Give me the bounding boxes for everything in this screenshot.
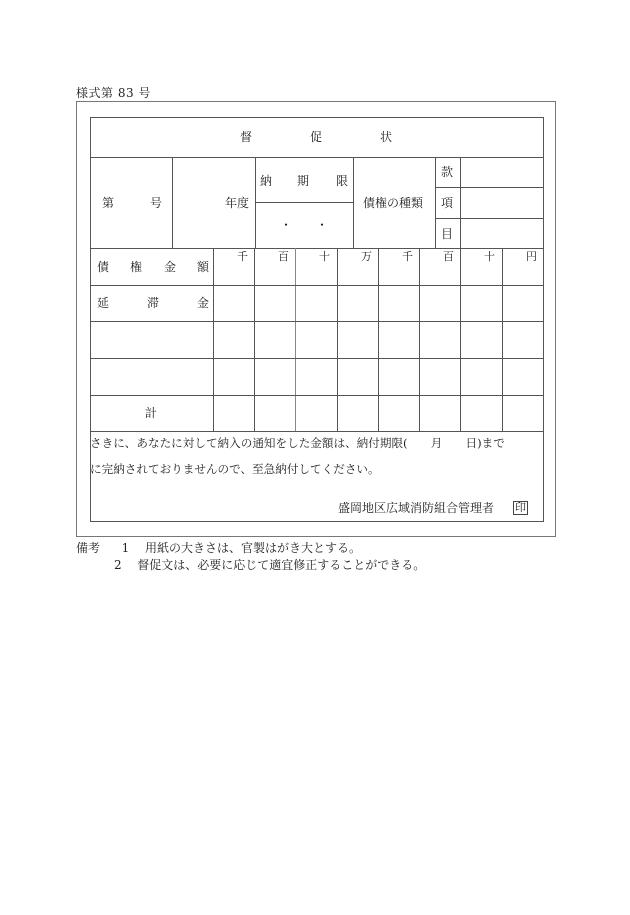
digit-header: 万 xyxy=(361,250,372,263)
notes-label: 備考 xyxy=(76,541,101,555)
digit-header: 十 xyxy=(319,250,330,263)
total-label: 計 xyxy=(145,406,158,420)
title-char: 促 xyxy=(310,130,323,144)
note-row xyxy=(76,557,425,574)
digit-header: 百 xyxy=(278,250,289,263)
claim-amount-label: 債 xyxy=(97,260,110,274)
title-char: 督 xyxy=(240,130,253,144)
notes xyxy=(76,540,425,574)
due-label: 限 xyxy=(336,174,349,188)
note-number: 1 xyxy=(121,541,130,555)
message-line-2: に完納されておりませんので、至急納付してください。 xyxy=(90,462,380,476)
due-label: 期 xyxy=(297,174,310,188)
title-char: 状 xyxy=(380,130,393,144)
number-label: 号 xyxy=(150,196,163,210)
budget-label-kan: 款 xyxy=(441,165,454,179)
seal-mark: 印 xyxy=(515,501,526,514)
claim-amount-label: 金 xyxy=(164,260,177,274)
form-number: 様式第 83 号 xyxy=(76,86,151,100)
digit-header: 円 xyxy=(526,250,537,263)
due-label: 納 xyxy=(260,174,273,188)
issuer-name: 盛岡地区広域消防組合管理者 xyxy=(338,501,495,515)
late-fee-label: 金 xyxy=(197,296,210,310)
digit-header: 千 xyxy=(237,250,248,263)
due-date-field[interactable]: ・ ・ xyxy=(280,218,329,232)
note-text: 督促文は、必要に応じて適宜修正することができる。 xyxy=(137,558,426,572)
budget-label-kou: 項 xyxy=(441,196,454,210)
claim-type-label: 債権の種類 xyxy=(363,196,424,210)
note-text: 用紙の大きさは、官製はがき大とする。 xyxy=(144,541,361,555)
digit-header: 百 xyxy=(443,250,454,263)
digit-header: 十 xyxy=(484,250,495,263)
late-fee-label: 延 xyxy=(97,296,110,310)
late-fee-label: 滞 xyxy=(147,296,160,310)
digit-header: 千 xyxy=(402,250,413,263)
note-number: 2 xyxy=(114,558,122,572)
budget-label-moku: 目 xyxy=(441,227,454,241)
note-row xyxy=(76,540,425,557)
notice-form xyxy=(90,117,544,522)
claim-amount-label: 権 xyxy=(130,260,143,274)
message-line-1: さきに、あなたに対して納入の通知をした金額は、納付期限( 月 日)まで xyxy=(90,436,505,450)
claim-amount-label: 額 xyxy=(197,260,210,274)
year-label: 年度 xyxy=(225,196,250,210)
number-label: 第 xyxy=(102,196,115,210)
